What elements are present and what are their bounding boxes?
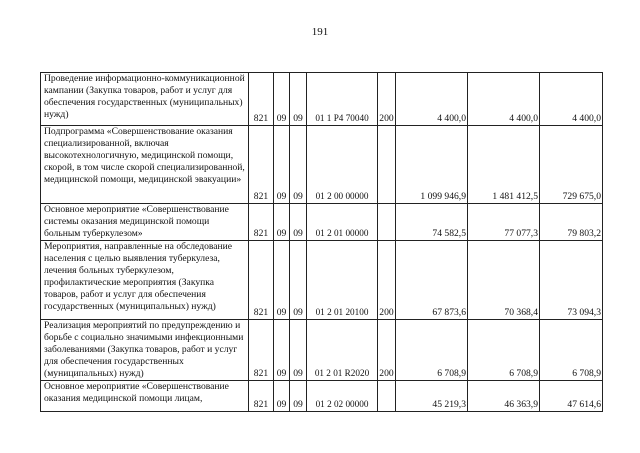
- expense-type-code: [378, 126, 396, 204]
- section-code: 09: [274, 381, 290, 412]
- amount-year-2: 1 481 412,5: [468, 126, 540, 204]
- ministry-code: 821: [249, 73, 274, 126]
- section-code: 09: [274, 73, 290, 126]
- amount-year-1: 1 099 946,9: [396, 126, 468, 204]
- row-description: Мероприятия, направленные на обследование населения с целью выявления туберкулеза, лечения больных туберкулезом, профилактические мероприятия (Закупка товаров, работ и услуг для обеспечения государственных (муниципальных) нужд): [41, 241, 249, 320]
- budget-table: [40, 72, 603, 412]
- expense-type-code: 200: [378, 241, 396, 320]
- expense-type-code: [378, 381, 396, 412]
- section-code: 09: [274, 204, 290, 241]
- target-article-code: 01 2 01 20100: [307, 241, 378, 320]
- section-code: 09: [274, 241, 290, 320]
- amount-year-2: 70 368,4: [468, 241, 540, 320]
- amount-year-2: 77 077,3: [468, 204, 540, 241]
- target-article-code: 01 1 Р4 70040: [307, 73, 378, 126]
- amount-year-1: 74 582,5: [396, 204, 468, 241]
- table-row: [41, 241, 603, 320]
- subsection-code: 09: [290, 204, 307, 241]
- subsection-code: 09: [290, 241, 307, 320]
- ministry-code: 821: [249, 241, 274, 320]
- target-article-code: 01 2 01 00000: [307, 204, 378, 241]
- amount-year-2: 46 363,9: [468, 381, 540, 412]
- subsection-code: 09: [290, 126, 307, 204]
- section-code: 09: [274, 126, 290, 204]
- amount-year-3: 47 614,6: [540, 381, 603, 412]
- table-row: [41, 126, 603, 204]
- ministry-code: 821: [249, 381, 274, 412]
- row-description: Основное мероприятие «Совершенствование оказания медицинской помощи лицам,: [41, 381, 249, 412]
- target-article-code: 01 2 02 00000: [307, 381, 378, 412]
- subsection-code: 09: [290, 320, 307, 381]
- subsection-code: 09: [290, 381, 307, 412]
- row-description: Реализация мероприятий по предупреждению и борьбе с социально значимыми инфекционными заболеваниями (Закупка товаров, работ и услуг для обеспечения государственных (муниципальных) нужд): [41, 320, 249, 381]
- target-article-code: 01 2 00 00000: [307, 126, 378, 204]
- target-article-code: 01 2 01 R2020: [307, 320, 378, 381]
- row-description: Основное мероприятие «Совершенствование системы оказания медицинской помощи больным туберкулезом»: [41, 204, 249, 241]
- amount-year-3: 6 708,9: [540, 320, 603, 381]
- amount-year-1: 45 219,3: [396, 381, 468, 412]
- amount-year-3: 4 400,0: [540, 73, 603, 126]
- amount-year-3: 729 675,0: [540, 126, 603, 204]
- page-number: 191: [311, 26, 329, 38]
- ministry-code: 821: [249, 126, 274, 204]
- ministry-code: 821: [249, 320, 274, 381]
- table-row: [41, 204, 603, 241]
- amount-year-3: 73 094,3: [540, 241, 603, 320]
- amount-year-1: 67 873,6: [396, 241, 468, 320]
- table-row: [41, 73, 603, 126]
- subsection-code: 09: [290, 73, 307, 126]
- amount-year-2: 4 400,0: [468, 73, 540, 126]
- expense-type-code: [378, 204, 396, 241]
- table-row: [41, 381, 603, 412]
- amount-year-1: 6 708,9: [396, 320, 468, 381]
- amount-year-1: 4 400,0: [396, 73, 468, 126]
- table-row: [41, 320, 603, 381]
- amount-year-2: 6 708,9: [468, 320, 540, 381]
- row-description: Проведение информационно-коммуникационной кампании (Закупка товаров, работ и услуг для обеспечения государственных (муниципальных) нужд): [41, 73, 249, 126]
- amount-year-3: 79 803,2: [540, 204, 603, 241]
- row-description: Подпрограмма «Совершенствование оказания специализированной, включая высокотехнологичную, медицинской помощи, скорой, в том числе скорой специализированной, медицинской помощи, медицинской эвакуации»: [41, 126, 249, 204]
- ministry-code: 821: [249, 204, 274, 241]
- expense-type-code: 200: [378, 320, 396, 381]
- section-code: 09: [274, 320, 290, 381]
- expense-type-code: 200: [378, 73, 396, 126]
